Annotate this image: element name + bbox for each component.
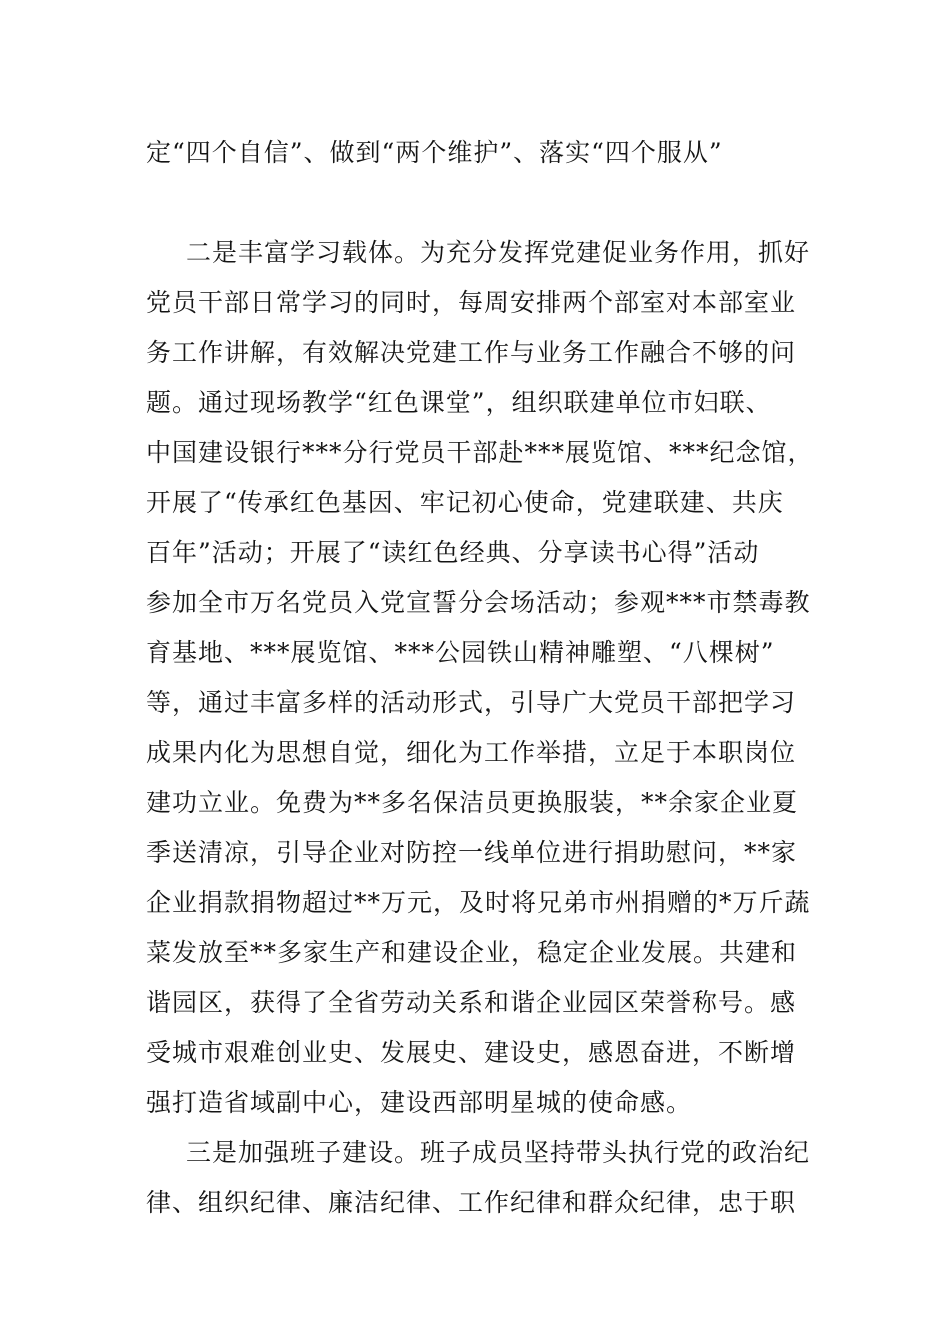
paragraph-2-line: 中国建设银行***分行党员干部赴***展览馆、***纪念馆，	[146, 438, 814, 467]
paragraph-2-line: 党员干部日常学习的同时，每周安排两个部室对本部室业	[146, 288, 797, 317]
paragraph-2-line: 受城市艰难创业史、发展史、建设史，感恩奋进，不断增	[146, 1038, 797, 1067]
paragraph-3-line-1: 三是加强班子建设。班子成员坚持带头执行党的政治纪	[186, 1138, 811, 1167]
paragraph-2-line-last: 强打造省域副中心，建设西部明星城的使命感。	[146, 1088, 693, 1117]
paragraph-2-line: 成果内化为思想自觉，细化为工作举措，立足于本职岗位	[146, 738, 797, 767]
paragraph-2-line: 题。通过现场教学“红色课堂”，组织联建单位市妇联、	[146, 388, 772, 417]
paragraph-2-line: 季送清凉，引导企业对防控一线单位进行捐助慰问，**家	[146, 838, 798, 867]
paragraph-2-line: 开展了“传承红色基因、牢记初心使命，党建联建、共庆	[146, 488, 784, 517]
paragraph-2-line: 参加全市万名党员入党宣誓分会场活动；参观***市禁毒教	[146, 588, 811, 617]
paragraph-2-line: 建功立业。免费为**多名保洁员更换服装，**余家企业夏	[146, 788, 799, 817]
paragraph-2-line: 菜发放至**多家生产和建设企业，稳定企业发展。共建和	[146, 938, 798, 967]
paragraph-2-line: 务工作讲解，有效解决党建工作与业务工作融合不够的问	[146, 338, 797, 367]
paragraph-2-line: 谐园区，获得了全省劳动关系和谐企业园区荣誉称号。感	[146, 988, 797, 1017]
paragraph-3-line: 律、组织纪律、廉洁纪律、工作纪律和群众纪律，忠于职	[146, 1188, 797, 1217]
text-line-continuation: 定“四个自信”、做到“两个维护”、落实“四个服从”	[146, 138, 723, 167]
paragraph-2-line: 百年”活动；开展了“读红色经典、分享读书心得”活动	[146, 538, 760, 567]
paragraph-2-line: 育基地、***展览馆、***公园铁山精神雕塑、“八棵树”	[146, 638, 775, 667]
paragraph-2-line-1: 二是丰富学习载体。为充分发挥党建促业务作用，抓好	[186, 238, 811, 267]
paragraph-2-line: 企业捐款捐物超过**万元，及时将兄弟市州捐赠的*万斤蔬	[146, 888, 811, 917]
paragraph-2-line: 等，通过丰富多样的活动形式，引导广大党员干部把学习	[146, 688, 797, 717]
